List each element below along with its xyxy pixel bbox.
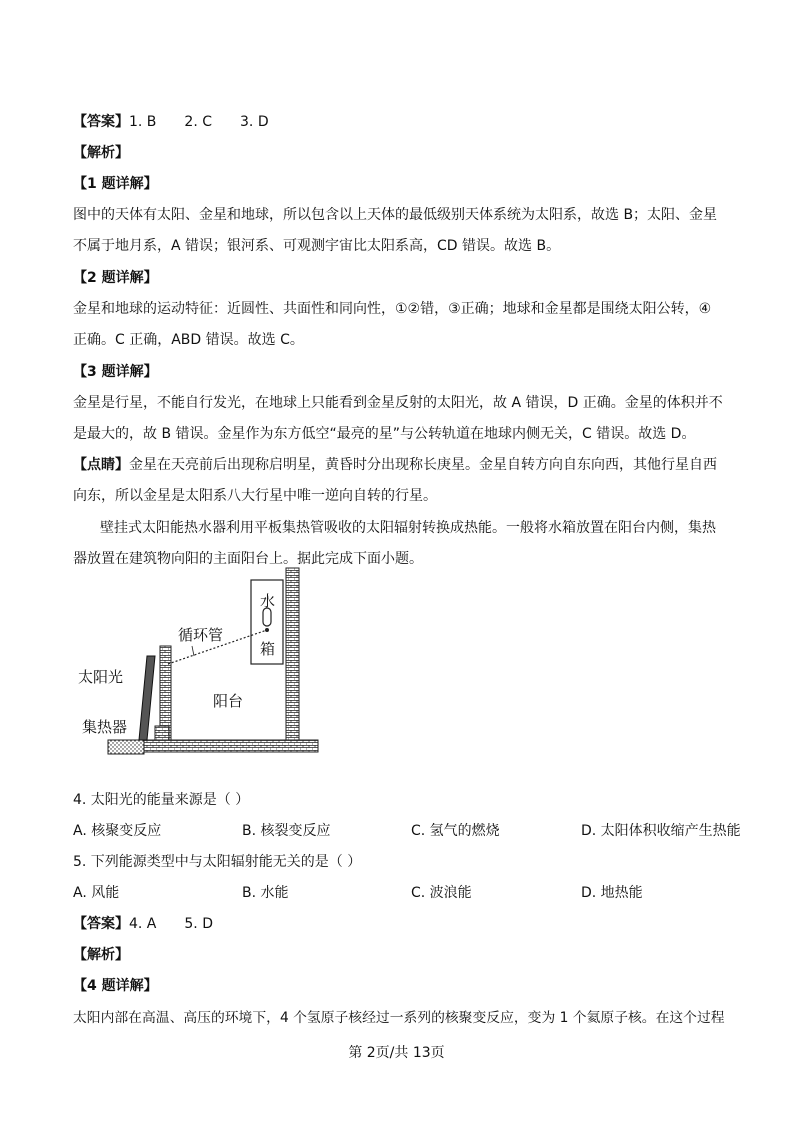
pipe-label: 循环管 (178, 626, 224, 644)
q3-text-line: 金星是行星，不能自行发光，在地球上只能看到金星反射的太阳光，故 A 错误，D 正确。金星的体积并不 (73, 395, 723, 411)
balcony-label: 阳台 (213, 692, 244, 710)
q2-text-line: 金星和地球的运动特征：近圆性、共面性和同向性，①②错，③正确；地球和金星都是围绕太阳公转，④ (73, 301, 712, 317)
sunlight-label: 太阳光 (78, 668, 124, 686)
answer-line-2 (73, 914, 213, 934)
answer-label: 【答案】 (73, 114, 129, 130)
tip-label: 【点睛】 (73, 457, 129, 473)
q5-option-d: D. 地热能 (581, 885, 643, 901)
building-wall (286, 568, 299, 740)
answer-line-1 (73, 112, 269, 132)
analysis-label: 【解析】 (73, 145, 129, 161)
q4-option-a: A. 核聚变反应 (73, 823, 162, 839)
page-footer: 第 2页/共 13页 (348, 1045, 445, 1061)
q4-heading: 【4 题详解】 (73, 978, 158, 994)
q1-text-line: 图中的天体有太阳、金星和地球，所以包含以上天体的最低级别天体系统为太阳系，故选 B；太阳、金星 (73, 207, 718, 223)
answer-item: 3. D (240, 114, 269, 130)
tip-text: 金星在天亮前后出现称启明星，黄昏时分出现称长庚星。金星自转方向自东向西，其他行星自西 (129, 457, 717, 473)
tip-line: 向东，所以金星是太阳系八大行星中唯一逆向自转的行星。 (73, 488, 437, 504)
intro-line: 器放置在建筑物向阳的主面阳台上。据此完成下面小题。 (73, 551, 423, 567)
answer-item: 4. A (129, 916, 157, 932)
q1-heading: 【1 题详解】 (73, 176, 158, 192)
q4-option-b: B. 核裂变反应 (242, 823, 331, 839)
q5-option-b: B. 水能 (242, 885, 289, 901)
analysis-label: 【解析】 (73, 947, 129, 963)
q4-text-line: 太阳内部在高温、高压的环境下，4 个氢原子核经过一系列的核聚变反应，变为 1 个氦原子核。在这个过程 (73, 1010, 725, 1026)
q3-heading: 【3 题详解】 (73, 364, 158, 380)
q2-text-line: 正确。C 正确，ABD 错误。故选 C。 (73, 332, 304, 348)
q4-option-c: C. 氢气的燃烧 (411, 823, 500, 839)
collector-base (108, 740, 144, 754)
q5-option-c: C. 波浪能 (411, 885, 472, 901)
collector-panel (139, 656, 155, 740)
q2-heading: 【2 题详解】 (73, 270, 158, 286)
tank-gauge (263, 608, 271, 626)
balcony-floor (144, 740, 318, 752)
q1-text-line: 不属于地月系，A 错误；银河系、可观测宇宙比太阳系高，CD 错误。故选 B。 (73, 238, 561, 254)
answer-item: 1. B (129, 114, 157, 130)
answer-item: 2. C (184, 114, 213, 130)
intro-line: 壁挂式太阳能热水器利用平板集热管吸收的太阳辐射转换成热能。一般将水箱放置在阳台内侧，集热 (100, 520, 716, 536)
q4-stem: 4. 太阳光的能量来源是（ ） (73, 792, 250, 808)
q4-option-d: D. 太阳体积收缩产生热能 (581, 823, 741, 839)
tank-label-2: 箱 (260, 640, 276, 658)
q3-text-line: 是最大的，故 B 错误。金星作为东方低空“最亮的星”与公转轨道在地球内侧无关，C 错误。故选 D。 (73, 426, 696, 442)
answer-label: 【答案】 (73, 916, 129, 932)
solar-heater-diagram (78, 560, 323, 760)
answer-item: 5. D (184, 916, 213, 932)
q5-stem: 5. 下列能源类型中与太阳辐射能无关的是（ ） (73, 854, 362, 870)
tank-label-1: 水 (260, 592, 276, 610)
tip-line (73, 455, 717, 475)
collector-label: 集热器 (82, 718, 128, 736)
q5-option-a: A. 风能 (73, 885, 120, 901)
